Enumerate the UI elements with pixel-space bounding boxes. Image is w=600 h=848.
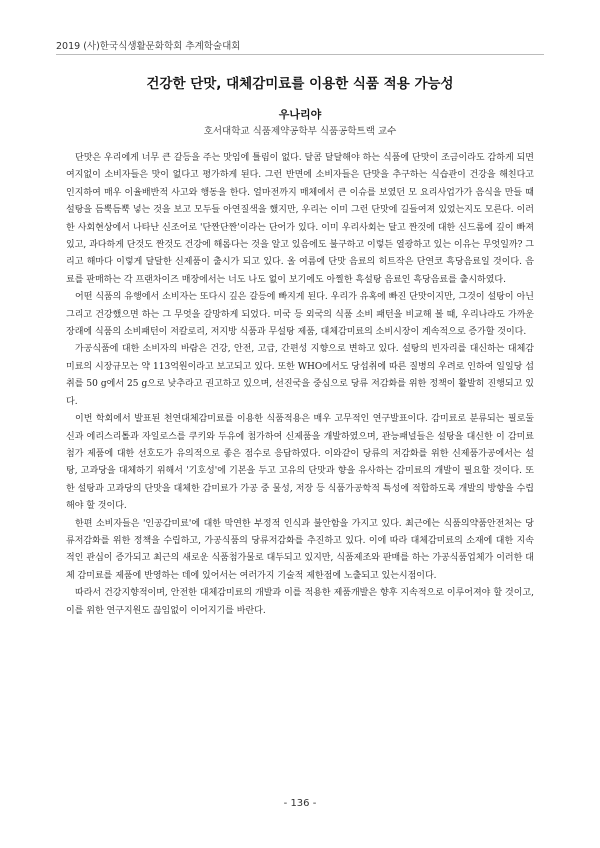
author-name: 우나리야	[278, 108, 322, 121]
paragraph-1: 단맛은 우리에게 너무 큰 갈등을 주는 맛임에 틀림이 없다. 달콤 달달해야 하는 식품에 단맛이 조금이라도 감하게 되면 여지없이 소비자들은 맛이 없다고 평가하게 된다. 그런 반면에 소비자들은 단맛을 추구하는 식습관이 건강을 해친다고 인지하여 매우 이율배반적 사고와 행동을 한다. 얼마전까지 매체에서 큰 이슈를 보였던 모 요리사업가가 음식을 만들 때 설탕을 듬뿍듬뿍 넣는 것을 보고 모두들 아연질색을 했지만, 우리는 이미 그런 단맛에 길들여져 있었는지도 모른다. 이러한 사회현상에서 나타난 신조어로 '단짠단짠'이라는 단어가 있다. 이미 우리사회는 달고 짠것에 대한 신드롬에 깊이 빠져 있고, 과다하게 단것도 짠것도 건강에 해롭다는 것을 알고 있음에도 불구하고 이렇든 열광하고 있는 이유는 무엇일까? 그리고 해마다 이렇게 달달한 신제품이 출시가 되고 있다. 올 여름에 단맛 음료의 히트작은 단연코 흑당음료일 것이다. 음료를 판매하는 각 프랜차이즈 매장에서는 너도 나도 없이 보기에도 아찔한 흑설탕 음료인 흑당음료를 출시하였다.	[66, 153, 534, 285]
body-text	[66, 150, 534, 620]
paragraph-3: 가공식품에 대한 소비자의 바람은 건강, 안전, 고급, 간편성 지향으로 변하고 있다. 설탕의 빈자리를 대신하는 대체감미료의 시장규모는 약 113억원이라고 보고되고 있다. 또한 WHO에서도 당섭취에 따른 질병의 우려로 인하여 일일당 섭취를 50 g에서 25 g으로 낮추라고 권고하고 있으며, 선진국을 중심으로 당류 저감화를 위한 정책이 활발히 진행되고 있다.	[66, 344, 534, 407]
paragraph-4: 이번 학회에서 발표된 천연대체감미료를 이용한 식품적용은 매우 고무적인 연구발표이다. 감미료로 분류되는 필로둘신과 에리스리톨과 자일로스를 쿠키와 두유에 첨가하여 신제품을 개발하였으며, 관능패널들은 설탕을 대신한 이 감미료 첨가 제품에 대한 선호도가 유의적으로 좋은 점수로 응답하였다. 이와같이 당류의 저감화를 위한 신제품가공에서는 설탕, 고과당을 대체하기 위해서 '기호성'에 기본을 두고 고유의 단맛과 향을 유사하는 감미료의 개발이 필요할 것이다. 또한 설탕과 고과당의 단맛을 대체한 감미료가 가공 중 물성, 저장 등 식품가공학적 특성에 적합하도록 개발의 방향을 수립해야 할 것이다.	[66, 414, 534, 512]
paragraph-2: 어떤 식품의 유행에서 소비자는 또다시 깊은 갈등에 빠지게 된다. 우리가 유혹에 빠진 단맛이지만, 그것이 설탕이 아닌 그리고 건강했으면 하는 그 무엇을 갈망하게 되었다. 미국 등 외국의 식품 소비 패턴을 비교해 볼 때, 우리나라도 가까운 장래에 식품의 소비패턴이 저칼로리, 저지방 식품과 무설탕 제품, 대체감미료의 소비시장이 계속적으로 증가할 것이다.	[66, 292, 534, 338]
header-divider	[56, 54, 544, 55]
paragraph-5: 한편 소비자들은 '인공감미료'에 대한 막연한 부정적 인식과 불안함을 가지고 있다. 최근에는 식품의약품안전처는 당류저감화를 위한 정책을 수립하고, 가공식품의 당류저감화를 추진하고 있다. 이에 따라 대체감미료의 소재에 대한 지속적인 관심이 증가되고 최근의 새로운 식품첨가물로 대두되고 있지만, 식품제조와 판매를 하는 가공식품업체가 이러한 대체 감미료를 제품에 반영하는 데에 있어서는 여러가지 기술적 제한점에 노출되고 있는시점이다.	[66, 518, 534, 581]
paper-title: 건강한 단맛, 대체감미료를 이용한 식품 적용 가능성	[146, 76, 454, 92]
conference-header: 2019 (사)한국식생활문화학회 추계학술대회	[56, 41, 241, 52]
author-affiliation: 호서대학교 식품제약공학부 식품공학트랙 교수	[203, 126, 397, 137]
page-number: - 136 -	[283, 798, 317, 809]
paragraph-6: 따라서 건강지향적이며, 안전한 대체감미료의 개발과 이를 적용한 제품개발은 향후 지속적으로 이루어져야 할 것이고, 이를 위한 연구지원도 끊임없이 이어지기를 바란다.	[66, 588, 534, 616]
